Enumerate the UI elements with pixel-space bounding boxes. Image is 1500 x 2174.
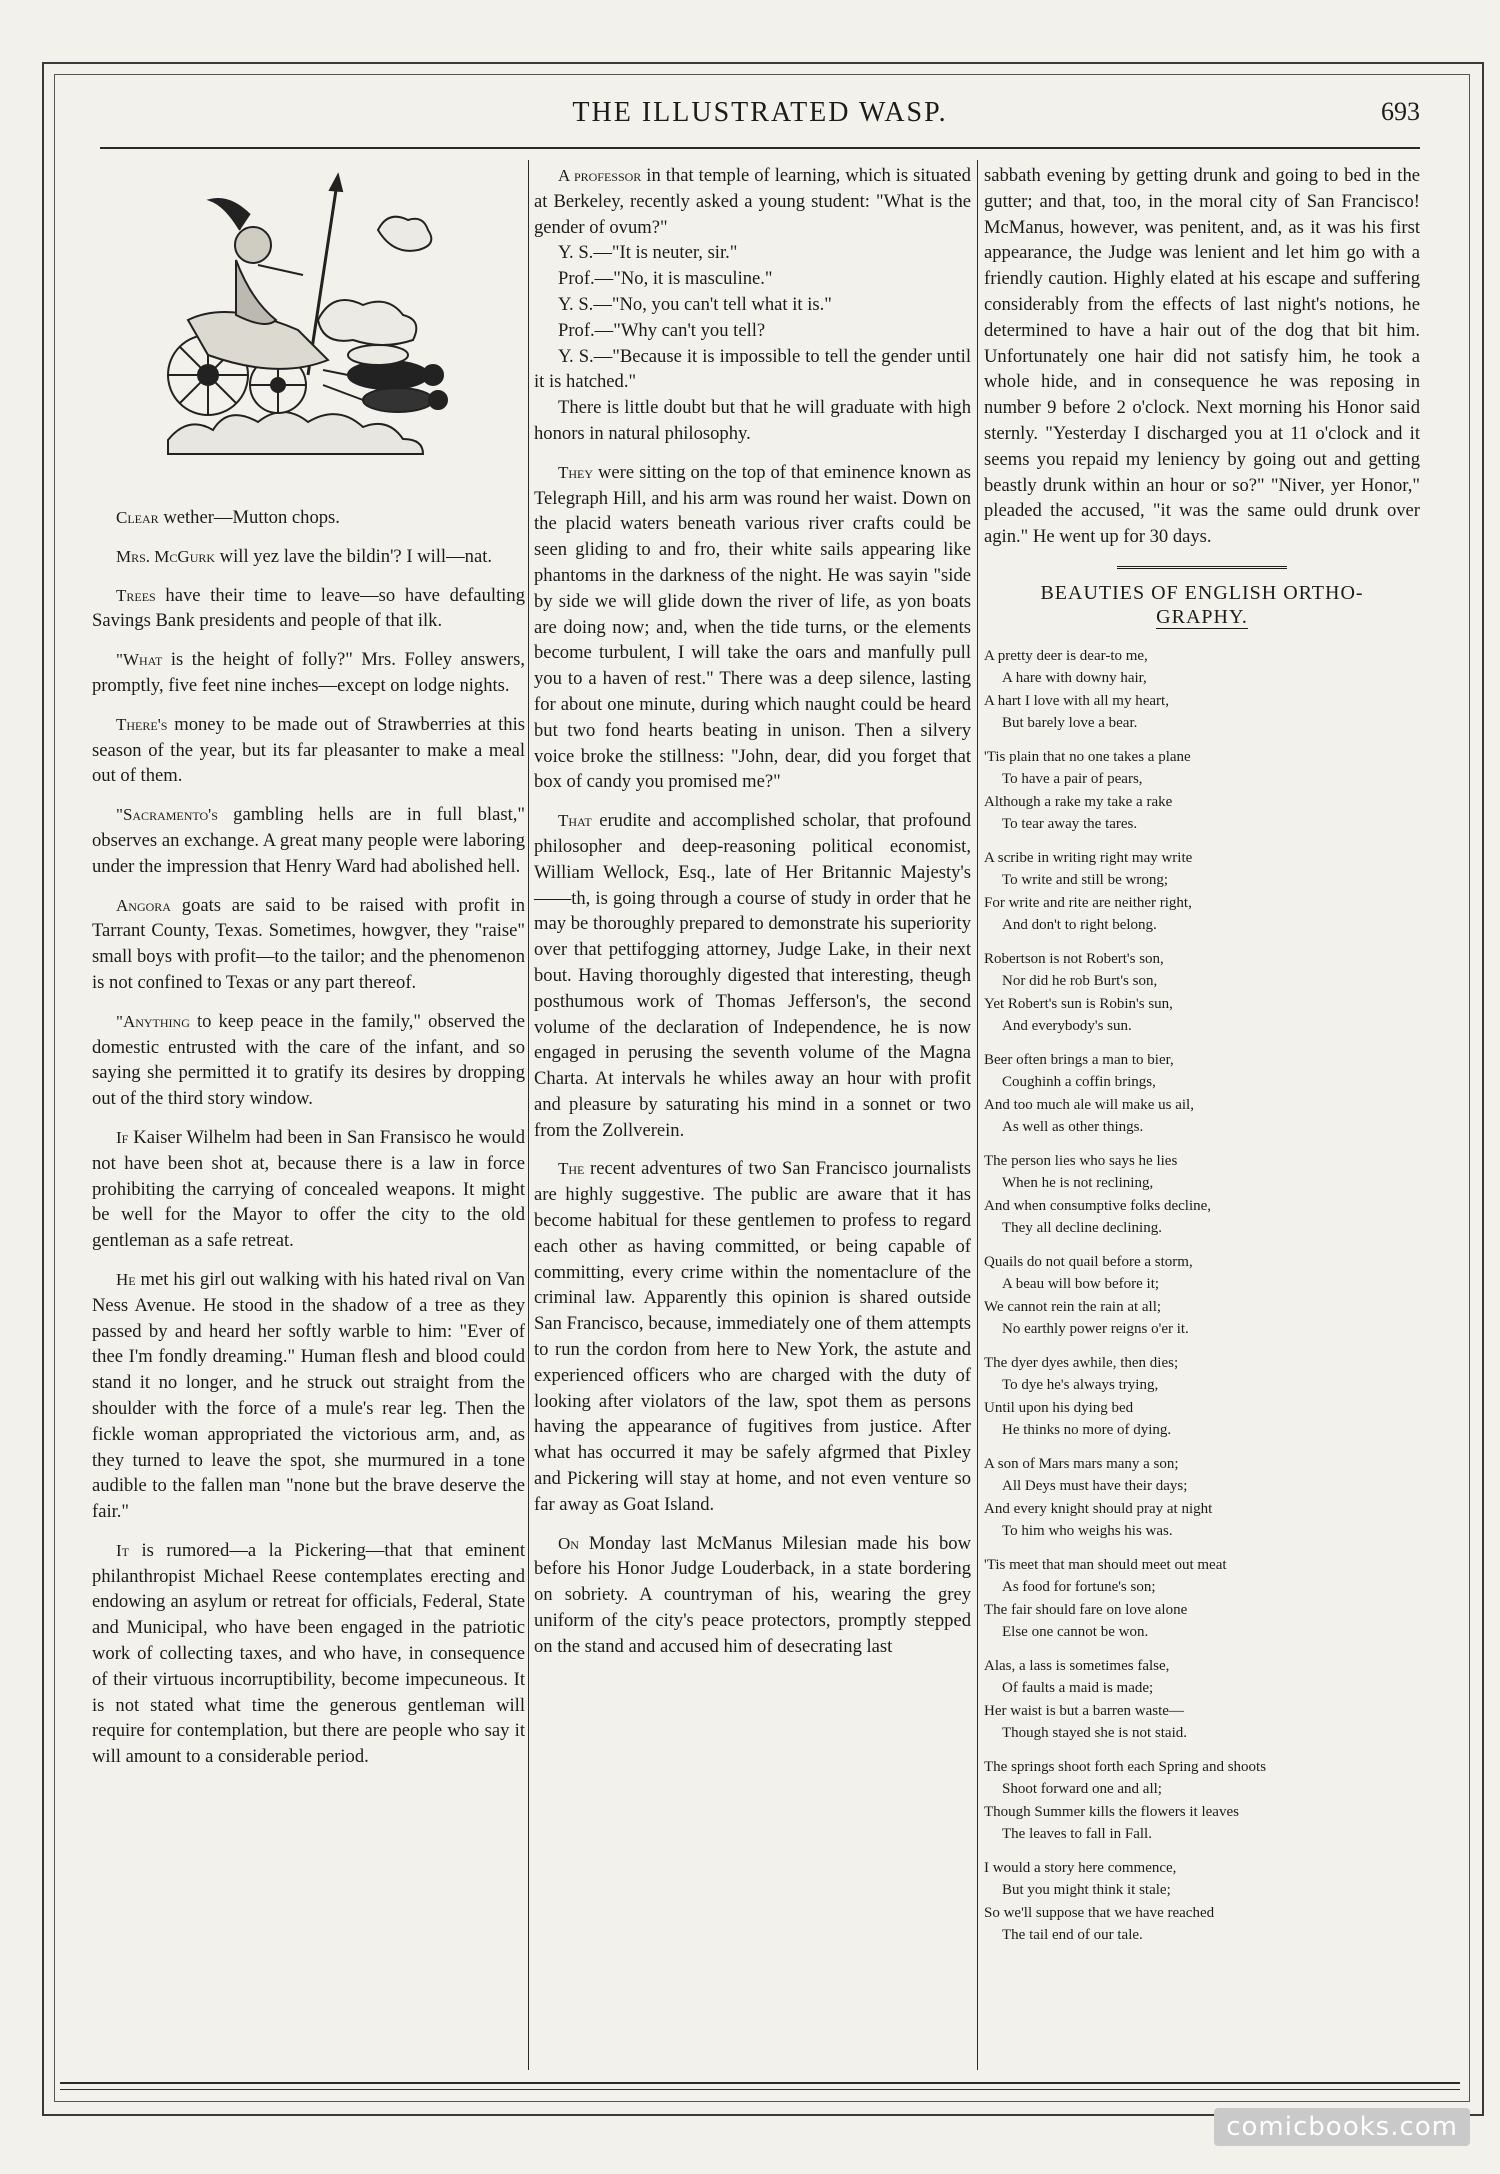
paragraph: "Anything to keep peace in the family," observed the domestic entrusted with the care of the infant, and so saying she permitted it to gratify its desires by dropping out of the third story window.	[92, 1010, 525, 1110]
poem-line: As well as other things.	[1002, 1119, 1144, 1136]
page-number: 693	[1381, 97, 1420, 126]
paragraph: sabbath evening by getting drunk and going to bed in the gutter; and that, too, in the moral city of San Francisco! McManus, however, was penitent, and, as it was his first appearance, the Judge was lenient and let him go with a friendly caution. Highly elated at his escape and suffering considerably from the effects of last night's notions, he determined to have a hair out of the dog that bit him. Unfortunately one hair did not satisfy him, he took a whole hide, and in consequence he was reposing in number 9 before 2 o'clock. Next morning his Honor said sternly. "Yesterday I discharged you at 11 o'clock and it seems you repaid my leniency by going out and getting beastly drunk within an hour or so?" "Niver, yer Honor," pleaded the accused, "it was the same ould drunk over agin." He went up for 30 days.	[984, 165, 1420, 548]
paragraph: The recent adventures of two San Francisco journalists are highly suggestive. The public are aware that it has become habitual for these gentlemen to profess to regard each other as having committed, or being capable of committing, every crime within the nomentaclure of the criminal law. Apparently this opinion is shared outside San Francisco, because, immediately one of them attempts to run the cordon from here to New York, the astute and experienced officers who are charged with the duty of looking after violators of the law, spot them as persons having the appearance of fugitives from justice. After what has occurred it may be safely afgrmed that Pixley and Pickering will stay at home, and not even venture so far away as Goat Island.	[534, 1158, 971, 1515]
poem-line: For write and rite are neither right,	[984, 894, 1192, 911]
poem-line: The person lies who says he lies	[984, 1152, 1178, 1169]
poem-line: And too much ale will make us ail,	[984, 1096, 1194, 1113]
poem-stanza	[984, 1453, 1420, 1543]
poem-line: The tail end of our tale.	[1002, 1927, 1143, 1944]
poem-line: No earthly power reigns o'er it.	[1002, 1321, 1189, 1338]
dialogue-line: Prof.—"Why can't you tell?	[558, 319, 766, 341]
poem-line: To tear away the tares.	[1002, 816, 1138, 833]
poem-line: The dyer dyes awhile, then dies;	[984, 1354, 1179, 1371]
paragraph: There's money to be made out of Strawberries at this season of the year, but its far pleasanter to make a meal out of them.	[92, 713, 525, 787]
poem-line: To write and still be wrong;	[1002, 872, 1169, 889]
poem-line: 'Tis plain that no one takes a plane	[984, 748, 1191, 765]
masthead	[100, 95, 1420, 135]
poem-line: Quails do not quail before a storm,	[984, 1253, 1193, 1270]
poem-line: And don't to right belong.	[1002, 917, 1157, 934]
poem-line: Robertson is not Robert's son,	[984, 950, 1164, 967]
poem-line: The leaves to fall in Fall.	[1002, 1826, 1152, 1843]
watermark-logo: comicbooks.com	[1214, 2108, 1470, 2146]
poem-line: The springs shoot forth each Spring and shoots	[984, 1758, 1267, 1775]
poem-stanza	[984, 948, 1420, 1038]
poem-stanza	[984, 1554, 1420, 1644]
poem-stanza	[984, 645, 1420, 735]
footer-rule	[60, 2082, 1460, 2084]
poem-line: A scribe in writing right may write	[984, 849, 1193, 866]
poem-stanza	[984, 1049, 1420, 1139]
paragraph: Angora goats are said to be raised with profit in Tarrant County, Texas. Sometimes, howgver, they "raise" small boys with profit—to the tailor; and the phenomenon is not confined to Texas or any part thereof.	[92, 894, 525, 993]
poem-line: To dye he's always trying,	[1002, 1377, 1159, 1394]
poem-line: Her waist is but a barren waste—	[984, 1702, 1184, 1719]
poem-line: As food for fortune's son;	[1002, 1579, 1156, 1596]
paragraph: On Monday last McManus Milesian made his bow before his Honor Judge Louderback, in a state bordering on sobriety. A countryman of his, wearing the grey uniform of the city's peace protectors, promptly stepped on the stand and accused him of desecrating last	[534, 1532, 971, 1657]
poem-line: Else one cannot be won.	[1002, 1624, 1149, 1641]
poem-line: To have a pair of pears,	[1002, 771, 1143, 788]
column-divider	[977, 160, 978, 2070]
poem-line: A hare with downy hair,	[1002, 670, 1147, 687]
poem-line: A hart I love with all my heart,	[984, 692, 1169, 709]
poem-stanza	[984, 1756, 1420, 1846]
dialogue-line: Y. S.—"It is neuter, sir."	[558, 242, 738, 264]
paragraph: Trees have their time to leave—so have defaulting Savings Bank presidents and people of that ilk.	[92, 584, 525, 632]
poem-stanza	[984, 746, 1420, 836]
poem	[984, 645, 1420, 1947]
paragraph: "What is the height of folly?" Mrs. Folley answers, promptly, five feet nine inches—except on lodge nights.	[92, 649, 525, 696]
column-left	[92, 505, 525, 1783]
paragraph: A professor in that temple of learning, which is situated at Berkeley, recently asked a young student: "What is the gender of ovum?"	[534, 165, 971, 238]
poem-line: And every knight should pray at night	[984, 1500, 1213, 1517]
poem-line: They all decline declining.	[1002, 1220, 1162, 1237]
poem-line: And when consumptive folks decline,	[984, 1197, 1212, 1214]
poem-stanza	[984, 1251, 1420, 1341]
poem-line: He thinks no more of dying.	[1002, 1422, 1172, 1439]
paragraph: Clear wether—Mutton chops.	[116, 507, 340, 528]
poem-stanza	[984, 1655, 1420, 1745]
poem-line: Beer often brings a man to bier,	[984, 1051, 1174, 1068]
section-separator	[1117, 566, 1287, 569]
dialogue-line: Y. S.—"Because it is impossible to tell the gender until it is hatched."	[534, 345, 971, 393]
dialogue-line: Prof.—"No, it is masculine."	[558, 268, 773, 290]
paragraph: He met his girl out walking with his hated rival on Van Ness Avenue. He stood in the shadow of a tree as they passed by and heard her softly warble to him: "Ever of thee I'm fondly dreaming." Human flesh and blood could stand it no longer, and he struck out straight from the shoulder with the force of a mule's rear leg. Then the fickle woman appropriated the victorious arm, and, as they turned to leave the spot, she murmured in a tone audible to the fallen man "none but the brave deserve the fair."	[92, 1268, 525, 1523]
poem-stanza	[984, 1150, 1420, 1240]
poem-line: A beau will bow before it;	[1002, 1276, 1160, 1293]
poem-line: We cannot rein the rain at all;	[984, 1298, 1162, 1315]
poem-title: BEAUTIES OF ENGLISH ORTHO- GRAPHY.	[1040, 581, 1364, 628]
poem-line: Until upon his dying bed	[984, 1399, 1134, 1416]
poem-line: When he is not reclining,	[1002, 1175, 1154, 1192]
poem-line: To him who weighs his was.	[1002, 1523, 1173, 1540]
footer-rule	[60, 2089, 1460, 2090]
paragraph: That erudite and accomplished scholar, that profound philosopher and deep-reasoning political economist, William Wellock, Esq., late of Her Britannic Majesty's ——th, is going through a course of study in order that he may be thoroughly prepared to demonstrate his superiority over that pettifogging attorney, Judge Lake, in their next bout. Having thoroughly digested that interesting, theugh posthumous work of Thomas Jefferson's, the second volume of the declaration of Independence, he is now engaged in perusing the seventh volume of the Magna Charta. At intervals he whiles away an hour with profit and pleasure by saturating his mind in a sonnet or two from the Zollverein.	[534, 810, 971, 1141]
poem-stanza	[984, 1857, 1420, 1947]
poem-line: Coughinh a coffin brings,	[1002, 1074, 1156, 1091]
poem-line: And everybody's sun.	[1002, 1018, 1132, 1035]
poem-line: 'Tis meet that man should meet out meat	[984, 1556, 1227, 1573]
poem-line: A son of Mars mars many a son;	[984, 1455, 1179, 1472]
paragraph: They were sitting on the top of that eminence known as Telegraph Hill, and his arm was round her waist. Down on the placid waters beneath various river crafts could be seen gliding to and fro, their white sails appearing like phantoms in the darkness of the night. He was sayin "side by side we will glide down the river of life, as yon boats are doing now; and, when the tide turns, or the elements become turbulent, I will take the oars and manfully pull you to a haven of rest." There was a deep silence, lasting for about one minute, during which naught could be heard but two fond hearts beating in unison. Then a silvery voice broke the stillness: "John, dear, did you forget that box of candy you promised me?"	[534, 461, 971, 793]
poem-line: Although a rake my take a rake	[984, 793, 1173, 810]
poem-line: Though stayed she is not staid.	[1002, 1725, 1187, 1742]
poem-line: Of faults a maid is made;	[1002, 1680, 1154, 1697]
poem-line: A pretty deer is dear-to me,	[984, 647, 1148, 664]
poem-stanza	[984, 847, 1420, 937]
paragraph: It is rumored—a la Pickering—that that eminent philanthropist Michael Reese contemplates erecting and endowing an asylum or retreat for officials, Federal, State and Municipal, who have been engaged in the patriotic work of collecting taxes, and who have, in consequence of their virtuous incorruptibility, become impecuneous. It is not stated what time the generous gentleman will require for contemplation, but there are people who say it will amount to a considerable period.	[92, 1539, 525, 1768]
poem-line: The fair should fare on love alone	[984, 1601, 1188, 1618]
column-right	[984, 163, 1420, 1958]
wasp-chariot-illustration	[148, 170, 478, 470]
poem-line: But barely love a bear.	[1002, 715, 1138, 732]
paragraph: If Kaiser Wilhelm had been in San Fransisco he would not have been shot at, because there is a law in force prohibiting the carrying of concealed weapons. It might be well for the Mayor to offer the city to the old gentleman as a safe retreat.	[92, 1126, 525, 1252]
poem-line: But you might think it stale;	[1002, 1882, 1171, 1899]
poem-line: Nor did he rob Burt's son,	[1002, 973, 1158, 990]
poem-line: Though Summer kills the flowers it leaves	[984, 1803, 1239, 1820]
header-rule	[100, 147, 1420, 149]
poem-line: So we'll suppose that we have reached	[984, 1904, 1215, 1921]
poem-line: Shoot forward one and all;	[1002, 1781, 1162, 1798]
column-divider	[528, 160, 529, 2070]
poem-line: Alas, a lass is sometimes false,	[984, 1657, 1170, 1674]
paragraph: There is little doubt but that he will graduate with high honors in natural philosophy.	[534, 397, 971, 444]
poem-line: Yet Robert's sun is Robin's sun,	[984, 995, 1173, 1012]
poem-stanza	[984, 1352, 1420, 1442]
column-middle	[534, 163, 971, 1673]
dialogue-line: Y. S.—"No, you can't tell what it is."	[558, 293, 832, 315]
publication-title: THE ILLUSTRATED WASP.	[572, 97, 948, 128]
paragraph: Mrs. McGurk will yez lave the bildin'? I will—nat.	[116, 545, 493, 567]
paragraph: "Sacramento's gambling hells are in full blast," observes an exchange. A great many people were laboring under the impression that Henry Ward had abolished hell.	[92, 804, 525, 877]
poem-line: All Deys must have their days;	[1002, 1478, 1188, 1495]
poem-line: I would a story here commence,	[984, 1859, 1177, 1876]
